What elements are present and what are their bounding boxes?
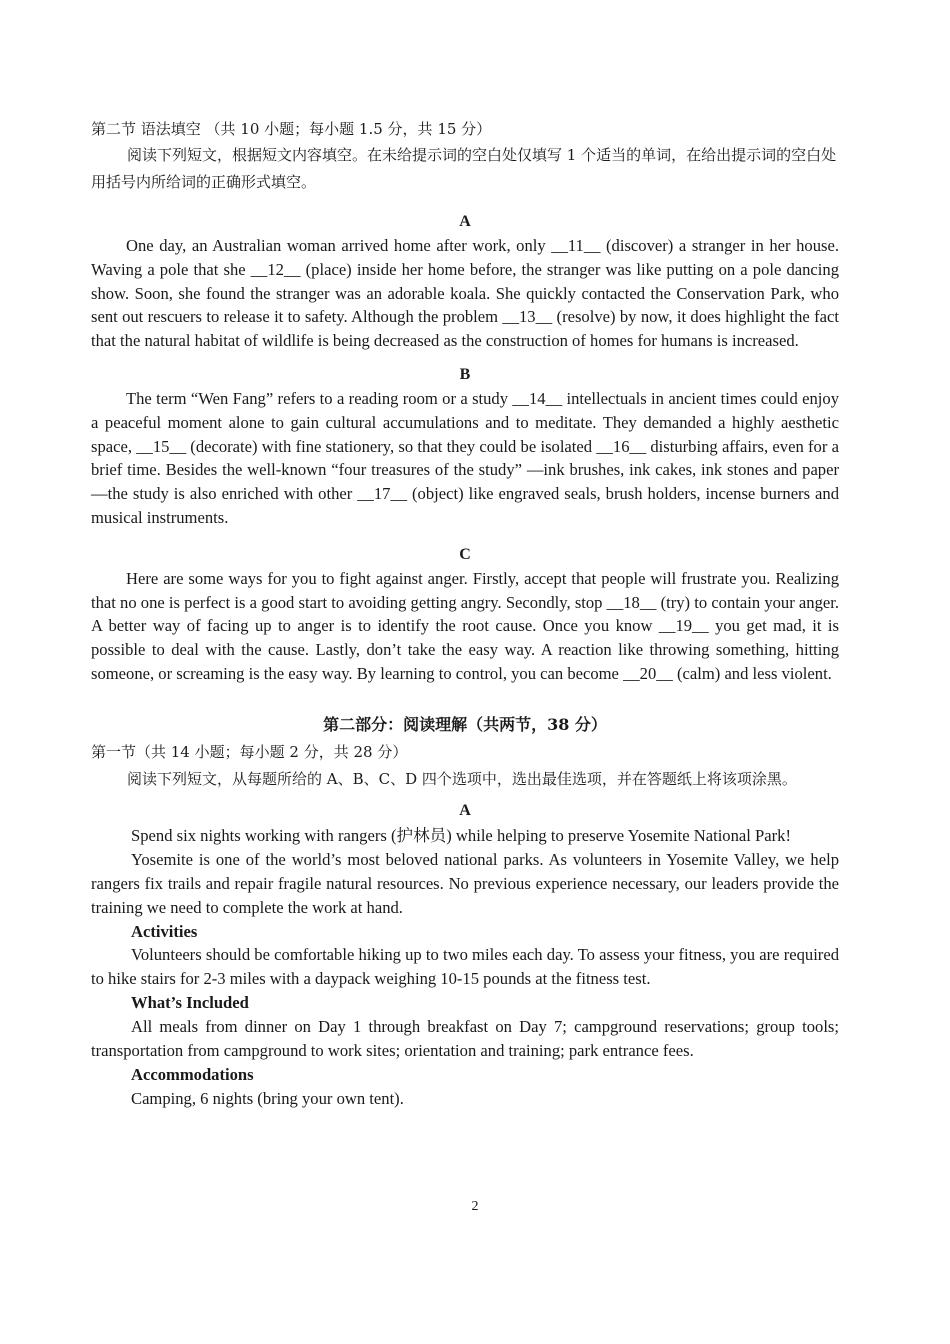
passage-a-letter: A bbox=[459, 213, 471, 230]
activities-text: Volunteers should be comfortable hiking up to two miles each day. To assess your fitness, you are required to hike stairs for 2-3 miles with a daypack weighing 10-15 pounds at the fitness test. bbox=[91, 945, 839, 989]
passage-c-letter: C bbox=[459, 545, 471, 563]
section2-heading: 第二节 语法填空 （共 10 小题；每小题 1.5 分，共 15 分） bbox=[91, 120, 492, 138]
part2-section1-heading: 第一节（共 14 小题；每小题 2 分，共 28 分） bbox=[91, 742, 408, 761]
page-number: 2 bbox=[471, 1199, 479, 1214]
accommodations-text: Camping, 6 nights (bring your own tent). bbox=[131, 1088, 404, 1108]
included-heading: What’s Included bbox=[131, 993, 249, 1013]
reading-a-letter: A bbox=[459, 801, 471, 819]
accommodations-heading: Accommodations bbox=[131, 1064, 254, 1084]
passage-c-text: Here are some ways for you to fight against anger. Firstly, accept that people will frustrate you. Realizing that no one is perfect is a good start to avoiding getting angry. Secondly, stop __18__ (try) to contain your anger. A better way of facing up to anger is to identify the root cause. Once you know __19__ you get mad, it is possible to deal with the cause. Lastly, don’t take the easy way. A reaction like throwing something, hitting someone, or screaming is the easy way. By learning to control, you can become __20__ (calm) and less violent. bbox=[91, 568, 839, 683]
exam-page bbox=[91, 116, 839, 1111]
activities-heading: Activities bbox=[131, 921, 198, 941]
section2-instructions: 阅读下列短文，根据短文内容填空。在未给提示词的空白处仅填写 1 个适当的单词，在给出提示词的空白处用括号内所给词的正确形式填空。 bbox=[91, 146, 837, 191]
reading-a-para1: Yosemite is one of the world’s most beloved national parks. As volunteers in Yosemite Valley, we help rangers fix trails and repair fragile natural resources. No previous experience necessary, our leaders provide the training we need to complete the work at hand. bbox=[91, 849, 839, 917]
passage-b-letter: B bbox=[459, 365, 471, 383]
passage-a-text: One day, an Australian woman arrived home after work, only __11__ (discover) a stranger in her house. Waving a pole that she __12__ (place) inside her home before, the stranger was like putting on a pole dancing show. Soon, she found the stranger was an adorable koala. She quickly contacted the Conservation Park, who sent out rescuers to release it to safety. Although the problem __13__ (resolve) by now, it does highlight the fact that the natural habitat of wildlife is being decreased as the construction of homes for humans is increased. bbox=[91, 236, 839, 351]
passage-b-text: The term “Wen Fang” refers to a reading room or a study __14__ intellectuals in ancient times could enjoy a peaceful moment alone to gain cultural accumulations and to meditate. They demanded a highly aesthetic space, __15__ (decorate) with fine stationery, so that they could be isolated __16__ disturbing affairs, even for a brief time. Besides the well-known “four treasures of the study” —ink brushes, ink cakes, ink stones and paper—the study is also enriched with other __17__ (object) like engraved seals, brush holders, incense burners and musical instruments. bbox=[91, 388, 839, 527]
part2-heading: 第二部分：阅读理解（共两节，38 分） bbox=[323, 714, 607, 734]
included-text: All meals from dinner on Day 1 through breakfast on Day 7; campground reservations; group tools; transportation from campground to work sites; orientation and training; park entrance fees. bbox=[91, 1016, 839, 1060]
part2-instructions: 阅读下列短文，从每题所给的 A、B、C、D 四个选项中，选出最佳选项，并在答题纸上将该项涂黑。 bbox=[127, 769, 797, 788]
reading-a-intro: Spend six nights working with rangers (护林员) while helping to preserve Yosemite National Park! bbox=[131, 825, 791, 845]
